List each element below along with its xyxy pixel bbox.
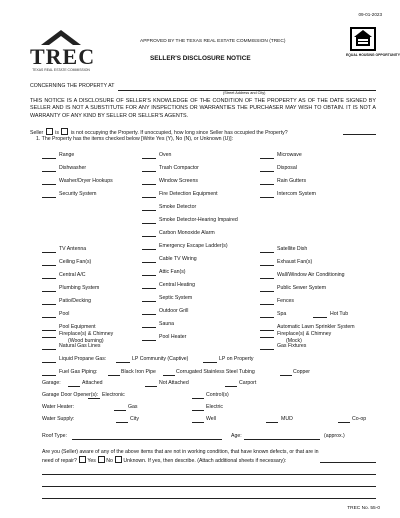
sauna-answer[interactable] [142,327,156,328]
pool-equipment-answer[interactable] [42,330,56,331]
pool-answer[interactable] [42,317,56,318]
heater-gas-answer[interactable] [114,410,126,411]
garage-door-label: Garage Door Opener(s): [42,392,99,398]
door-electronic-label: Electronic [102,392,125,398]
central-heating-answer[interactable] [142,288,156,289]
is-checkbox[interactable] [46,128,53,135]
wall-ac-answer[interactable] [260,278,274,279]
wall-ac-label: Wall/Window Air Conditioning [277,272,345,278]
smoke-detector-answer[interactable] [142,210,156,211]
trash-compactor-label: Trash Compactor [159,165,199,171]
garage-not-attached-label: Not Attached [159,380,189,386]
smoke-detector-hi-label: Smoke Detector-Hearing Impaired [159,217,238,223]
csst-answer[interactable] [163,375,175,376]
smoke-detector-label: Smoke Detector [159,204,197,210]
roof-age-field[interactable] [244,439,320,440]
lp-captive-label: LP Community (Captive) [132,356,189,362]
equal-housing-text: EQUAL HOUSING OPPORTUNITY [346,53,400,57]
copper-answer[interactable] [280,375,292,376]
fireplace-mock-answer[interactable] [260,337,274,338]
property-label: CONCERNING THE PROPERTY AT [30,83,115,89]
garage-not-attached-answer[interactable] [145,386,157,387]
hot-tub-answer[interactable] [313,317,327,318]
supply-well-answer[interactable] [192,422,204,423]
co-alarm-answer[interactable] [142,236,156,237]
heater-gas-label: Gas [128,404,138,410]
fire-detection-label: Fire Detection Equipment [159,191,218,197]
security-system-label: Security System [59,191,97,197]
supply-city-answer[interactable] [116,422,128,423]
mock-label: (Mock) [286,338,302,344]
approved-by: APPROVED BY THE TEXAS REAL ESTATE COMMISSION (TREC) [140,39,286,44]
fences-label: Fences [277,298,295,304]
lp-captive-answer[interactable] [116,362,130,363]
sauna-label: Sauna [159,321,175,327]
lp-gas-answer[interactable] [42,362,56,363]
yes-label: Yes [87,458,96,464]
heater-electric-label: Electric [206,404,224,410]
describe-field-4[interactable] [42,498,376,499]
hot-tub-label: Hot Tub [330,311,349,317]
supply-mud-answer[interactable] [266,422,278,423]
disclosure-notice: THIS NOTICE IS A DISCLOSURE OF SELLER'S KNOWLEDGE OF THE CONDITION OF THE PROPERTY AS OF THE DATE SIGNED BY SELLER AND IS NOT A SUBSTITUTE FOR ANY INSPECTIONS OR WARRANTIES THE PURCHASER MAY WISH TO OBTAIN. IT IS NOT A WARRANTY OF ANY KIND BY SELLER OR SELLER'S AGENTS. [30,98,376,119]
black-iron-label: Black Iron Pipe [121,369,156,375]
septic-label: Septic System [159,295,193,301]
csst-label: Corrugated Stainless Steel Tubing [176,369,255,375]
describe-field-1[interactable] [320,462,376,463]
ceiling-fans-label: Ceiling Fan(s) [59,259,92,265]
door-control-answer[interactable] [192,398,204,399]
copper-label: Copper [293,369,311,375]
carport-label: Carport [239,380,257,386]
roof-approx-label: (approx.) [324,433,345,439]
pool-heater-answer[interactable] [142,340,156,341]
plumbing-answer[interactable] [42,291,56,292]
exhaust-fans-answer[interactable] [260,265,274,266]
washer-dryer-answer[interactable] [42,184,56,185]
escape-ladder-label: Emergency Escape Ladder(s) [159,243,228,249]
attic-fans-label: Attic Fan(s) [159,269,186,275]
window-screens-label: Window Screens [159,178,198,184]
satellite-answer[interactable] [260,252,274,253]
smoke-detector-hi-answer[interactable] [142,223,156,224]
security-system-answer[interactable] [42,197,56,198]
yes-checkbox[interactable] [79,456,86,463]
exhaust-fans-label: Exhaust Fan(s) [277,259,313,265]
describe-field-2[interactable] [42,474,376,475]
is-not-checkbox[interactable] [61,128,68,135]
unknown-checkbox[interactable] [115,456,122,463]
gas-fixtures-label: Gas Fixtures [277,343,307,349]
door-control-label: Control(s) [206,392,229,398]
rain-gutters-answer[interactable] [260,184,274,185]
roof-age-label: Age: [231,433,242,439]
wood-burning-label: (Wood burning) [68,338,104,344]
unknown-label: Unknown. [123,458,147,464]
central-heating-label: Central Heating [159,282,196,288]
no-label: No [106,458,113,464]
form-number: TREC No. 55-0 [347,506,380,511]
attic-fans-answer[interactable] [142,275,156,276]
public-sewer-label: Public Sewer System [277,285,327,291]
fire-detection-answer[interactable] [142,197,156,198]
carport-answer[interactable] [225,386,237,387]
disposal-label: Disposal [277,165,297,171]
plumbing-label: Plumbing System [59,285,100,291]
lp-property-answer[interactable] [203,362,217,363]
rain-gutters-label: Rain Gutters [277,178,307,184]
sprinkler-answer[interactable] [260,330,274,331]
logo-subtitle: TEXAS REAL ESTATE COMMISSION [32,68,90,72]
microwave-answer[interactable] [260,158,274,159]
trec-logo [30,30,96,76]
outdoor-grill-label: Outdoor Grill [159,308,189,314]
dishwasher-label: Dishwasher [59,165,87,171]
describe-field-3[interactable] [42,486,376,487]
is-not-label: is not occupying the Property. If unoccupied, how long since Seller has occupied the Property? [70,130,288,136]
roof-type-field[interactable] [72,439,222,440]
public-sewer-answer[interactable] [260,291,274,292]
pool-label: Pool [59,311,70,317]
oven-answer[interactable] [142,158,156,159]
satellite-label: Satellite Dish [277,246,308,252]
form-date: 09-01-2023 [358,12,382,17]
ceiling-fans-answer[interactable] [42,265,56,266]
occupancy-row [30,128,288,136]
repair-question-label: need of repair? [42,458,77,464]
item-1-instructions: 1. The Property has the items checked below [Write Yes (Y), No (N), or Unknown (U)]: [36,136,234,142]
unoccupied-duration-field[interactable] [343,134,376,135]
seller-label: Seller [30,130,44,136]
heater-electric-answer[interactable] [192,410,204,411]
fuel-piping-answer[interactable] [42,375,56,376]
fuel-piping-label: Fuel Gas Piping: [59,369,98,375]
garage-attached-answer[interactable] [68,386,80,387]
washer-dryer-label: Washer/Dryer Hookups [59,178,113,184]
supply-coop-answer[interactable] [338,422,350,423]
repair-question-row [42,456,286,464]
disposal-answer[interactable] [260,171,274,172]
pool-equipment-label: Pool Equipment [59,324,96,330]
property-hint: (Street Address and City) [223,91,266,95]
outdoor-grill-answer[interactable] [142,314,156,315]
roof-type-label: Roof Type: [42,433,67,439]
intercom-answer[interactable] [260,197,274,198]
dishwasher-answer[interactable] [42,171,56,172]
supply-coop-label: Co-op [352,416,367,422]
patio-label: Patio/Decking [59,298,92,304]
oven-label: Oven [159,152,172,158]
cable-tv-label: Cable TV Wiring [159,256,197,262]
black-iron-answer[interactable] [108,375,120,376]
is-label: is [55,130,59,136]
escape-ladder-answer[interactable] [142,249,156,250]
pool-heater-label: Pool Heater [159,334,187,340]
lp-gas-label: Liquid Propane Gas: [59,356,107,362]
range-answer[interactable] [42,158,56,159]
central-ac-label: Central A/C [59,272,86,278]
water-supply-label: Water Supply: [42,416,75,422]
range-label: Range [59,152,75,158]
intercom-label: Intercom System [277,191,316,197]
co-alarm-label: Carbon Monoxide Alarm [159,230,215,236]
water-heater-label: Water Heater: [42,404,75,410]
gas-fixtures-answer[interactable] [260,349,274,350]
cable-tv-answer[interactable] [142,262,156,263]
natural-gas-label: Natural Gas Lines [59,343,101,349]
supply-city-label: City [130,416,139,422]
supply-well-label: Well [206,416,216,422]
patio-answer[interactable] [42,304,56,305]
door-electronic-answer[interactable] [88,398,100,399]
page-title: SELLER'S DISCLOSURE NOTICE [150,55,251,62]
fireplace-wood-answer[interactable] [42,337,56,338]
equal-housing-logo [346,27,400,65]
supply-mud-label: MUD [281,416,293,422]
lp-property-label: LP on Property [219,356,254,362]
natural-gas-answer[interactable] [42,349,56,350]
septic-answer[interactable] [142,301,156,302]
no-checkbox[interactable] [98,456,105,463]
logo-word: TREC [30,44,96,69]
tv-antenna-label: TV Antenna [59,246,87,252]
spa-answer[interactable] [260,317,274,318]
fences-answer[interactable] [260,304,274,305]
fireplace-mock-label: Fireplace(s) & Chimney [277,331,332,337]
central-ac-answer[interactable] [42,278,56,279]
window-screens-answer[interactable] [142,184,156,185]
fireplace-wood-label: Fireplace(s) & Chimney [59,331,114,337]
garage-attached-label: Attached [82,380,103,386]
describe-instruction: If yes, then describe. (Attach additional sheets if necessary): [147,458,287,464]
sprinkler-label: Automatic Lawn Sprinkler System [277,324,355,330]
repair-question: Are you (Seller) aware of any of the above items that are not in working condition, that have known defects, or that are in [42,449,319,455]
spa-label: Spa [277,311,287,317]
garage-label: Garage: [42,380,61,386]
trash-compactor-answer[interactable] [142,171,156,172]
microwave-label: Microwave [277,152,302,158]
tv-antenna-answer[interactable] [42,252,56,253]
